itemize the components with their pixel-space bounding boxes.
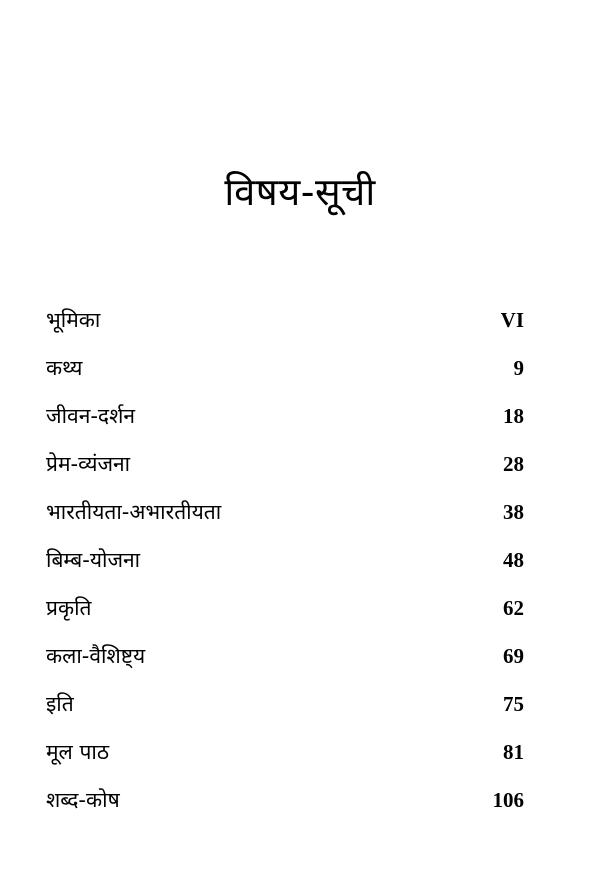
- toc-entry-page-number: 48: [503, 547, 524, 572]
- toc-entry-label: जीवन-दर्शन: [46, 404, 136, 428]
- toc-entry-label: शब्द-कोष: [46, 788, 120, 812]
- toc-entry: [46, 488, 524, 536]
- toc-entry-label: कला-वैशिष्ट्य: [46, 644, 146, 668]
- toc-entry-page-number: 38: [503, 499, 524, 524]
- toc-entry-label: प्रकृति: [46, 596, 92, 620]
- toc-entry-page-number: 18: [503, 403, 524, 428]
- toc-entry-page-number: 62: [503, 595, 524, 620]
- table-of-contents: [46, 296, 524, 824]
- toc-entry-label: भूमिका: [46, 308, 101, 332]
- toc-entry-label: भारतीयता-अभारतीयता: [46, 500, 222, 524]
- toc-entry-label: प्रेम-व्यंजना: [46, 452, 131, 476]
- toc-entry-page-number: 106: [492, 787, 524, 812]
- toc-entry-label: इति: [46, 692, 74, 716]
- toc-entry-label: कथ्य: [46, 356, 83, 380]
- toc-entry: [46, 296, 524, 344]
- toc-entry: [46, 776, 524, 824]
- toc-entry: [46, 392, 524, 440]
- toc-entry-page-number: 75: [503, 691, 524, 716]
- toc-entry-page-number: 81: [503, 739, 524, 764]
- page-title: विषय-सूची: [224, 170, 376, 214]
- toc-entry: [46, 536, 524, 584]
- toc-entry-page-number: 9: [513, 355, 524, 380]
- toc-entry-page-number: VI: [500, 307, 524, 332]
- toc-entry-page-number: 69: [503, 643, 524, 668]
- toc-entry: [46, 632, 524, 680]
- toc-entry-page-number: 28: [503, 451, 524, 476]
- toc-entry: [46, 584, 524, 632]
- toc-entry: [46, 680, 524, 728]
- toc-entry: [46, 728, 524, 776]
- toc-entry-label: बिम्ब-योजना: [46, 548, 141, 572]
- toc-entry: [46, 344, 524, 392]
- toc-entry-label: मूल पाठ: [46, 740, 110, 764]
- toc-entry: [46, 440, 524, 488]
